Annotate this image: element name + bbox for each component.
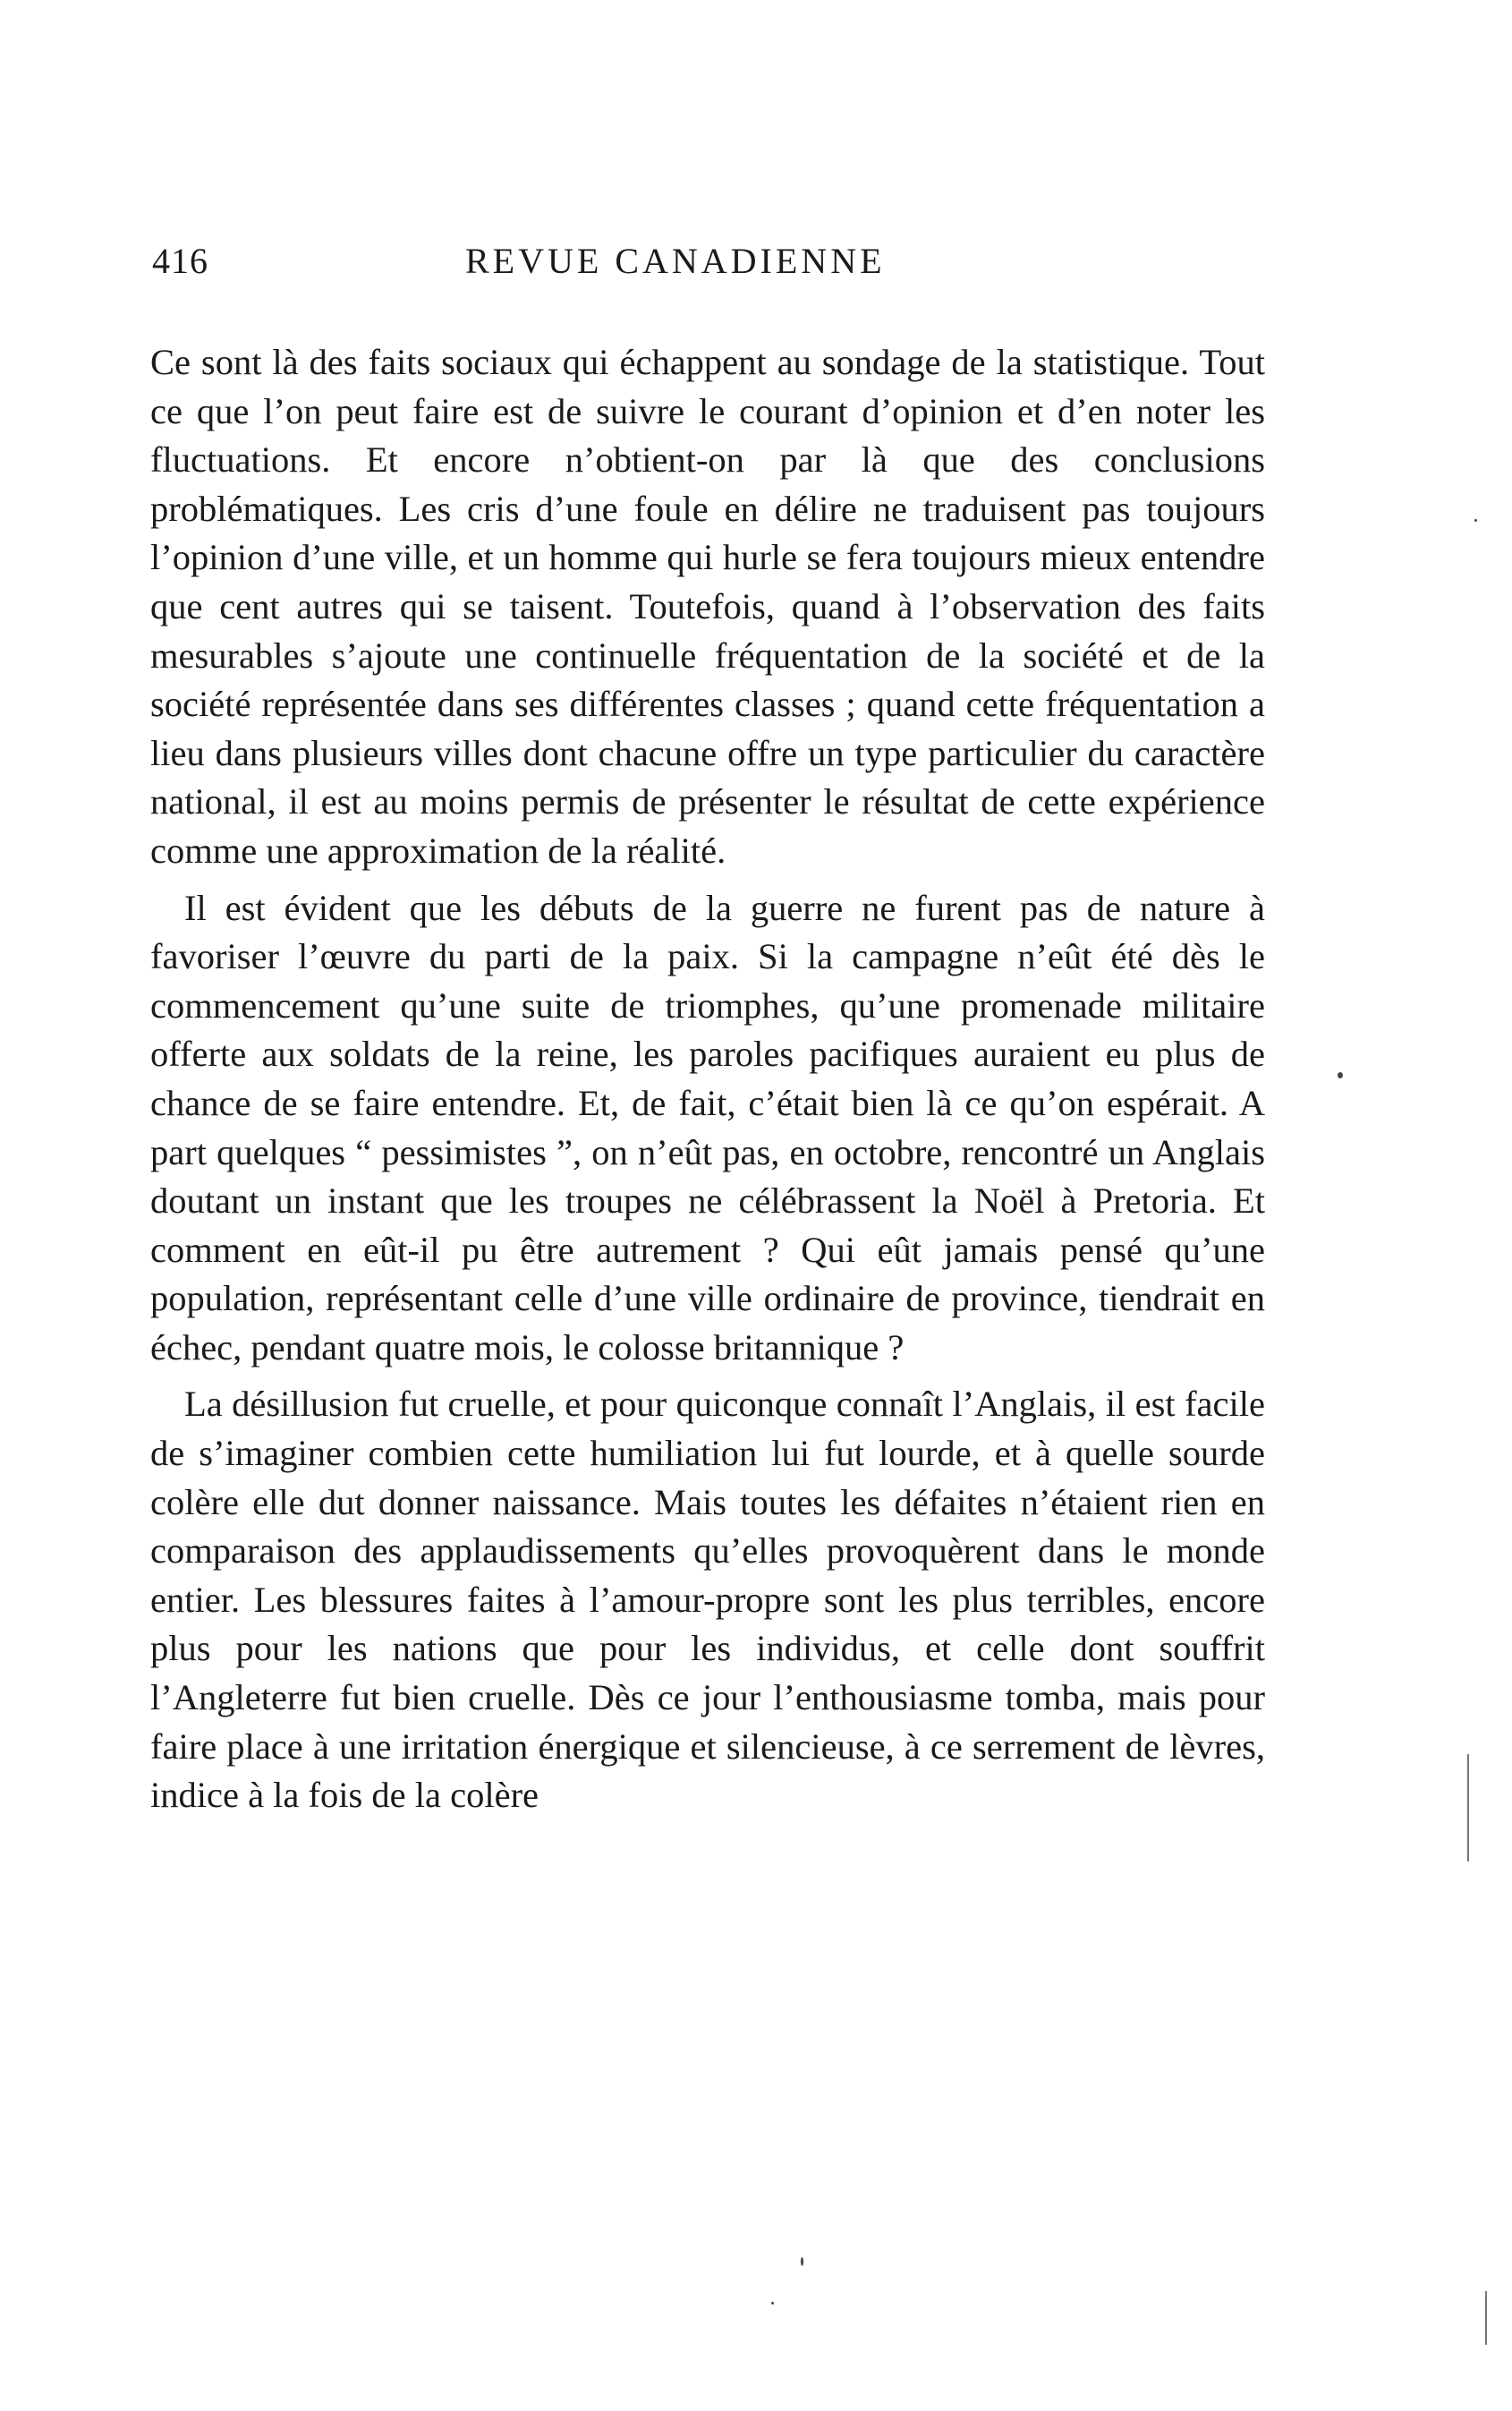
paragraph-1: Ce sont là des faits sociaux qui échappent au sondage de la statistique. Tout ce que l’on peut faire est de suivre le courant d’opinion et d’en noter les fluctuations. Et encore n’obtient-on par là que des conclusions problématiques. Les cris d’une foule en délire ne traduisent pas toujours l’opinion d’une ville, et un homme qui hurle se fera toujours mieux entendre que cent autres qui se taisent. Toutefois, quand à l’observation des faits mesurables s’ajoute une continuelle fréquentation de la société et de la société représentée dans ses différentes classes ; quand cette fréquentation a lieu dans plusieurs villes dont chacune offre un type particulier du caractère national, il est au moins permis de présenter le résultat de cette expérience comme une approximation de la réalité. (150, 342, 1265, 871)
scan-speck (1338, 1072, 1343, 1078)
scan-edge-line (1485, 2291, 1487, 2345)
scan-speck (801, 2257, 803, 2266)
page-number: 416 (152, 241, 208, 281)
body-text (150, 338, 1265, 1820)
scan-speck (771, 2302, 774, 2305)
running-title: REVUE CANADIENNE (465, 241, 886, 281)
page-header (152, 240, 1279, 294)
scan-speck (1474, 519, 1477, 522)
paragraph-3: La désillusion fut cruelle, et pour quiconque connaît l’Anglais, il est facile de s’imaginer combien cette humiliation lui fut lourde, et à quelle sourde colère elle dut donner naissance. Mais toutes les défaites n’étaient rien en comparaison des applaudissements qu’elles provoquèrent dans le monde entier. Les blessures faites à l’amour-propre sont les plus terribles, encore plus pour les nations que pour les individus, et celle dont souffrit l’Angleterre fut bien cruelle. Dès ce jour l’enthousiasme tomba, mais pour faire place à une irritation énergique et silencieuse, à ce serrement de lèvres, indice à la fois de la colère (150, 1384, 1265, 1816)
scan-edge-line (1467, 1754, 1469, 1861)
paragraph-2: Il est évident que les débuts de la guerre ne furent pas de nature à favoriser l’œuvre du parti de la paix. Si la campagne n’eût été dès le commencement qu’une suite de triomphes, qu’une promenade militaire offerte aux soldats de la reine, les paroles pacifiques auraient eu plus de chance de se faire entendre. Et, de fait, c’était bien là ce qu’on espérait. A part quelques “ pessimistes ”, on n’eût pas, en octobre, rencontré un Anglais doutant un instant que les troupes ne célébrassent la Noël à Pretoria. Et comment en eût-il pu être autrement ? Qui eût jamais pensé qu’une population, représentant celle d’une ville ordinaire de province, tiendrait en échec, pendant quatre mois, le colosse britannique ? (150, 887, 1265, 1367)
